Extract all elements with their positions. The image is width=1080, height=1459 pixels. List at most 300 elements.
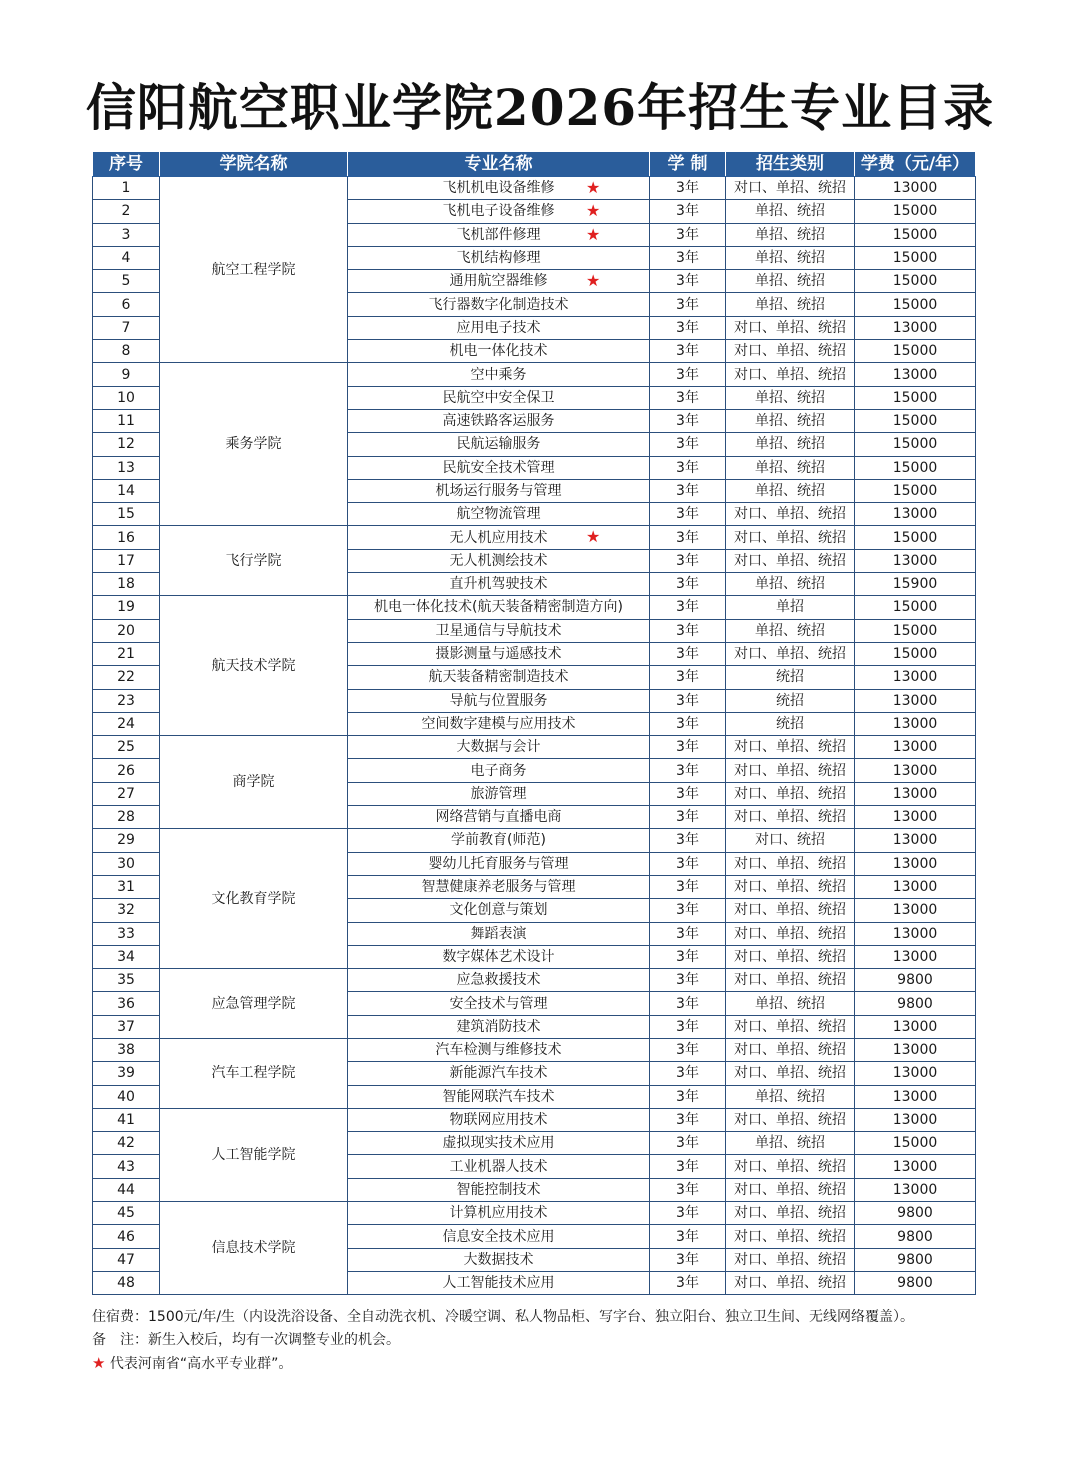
enrollment-type: 单招、统招 xyxy=(726,992,855,1015)
major-name: 飞机电子设备维修 xyxy=(442,203,555,220)
star-legend-text: 代表河南省“高水平专业群”。 xyxy=(105,1356,293,1372)
major-name-cell xyxy=(348,1225,650,1248)
tuition-fee: 13000 xyxy=(855,899,976,922)
study-years: 3年 xyxy=(650,666,726,689)
tuition-fee: 15000 xyxy=(855,596,976,619)
row-seq: 41 xyxy=(93,1108,160,1131)
row-seq: 26 xyxy=(93,759,160,782)
major-name: 无人机测绘技术 xyxy=(449,552,548,569)
tuition-fee: 13000 xyxy=(855,503,976,526)
major-name: 直升机驾驶技术 xyxy=(449,576,548,593)
row-seq: 6 xyxy=(93,293,160,316)
major-name-cell xyxy=(348,1062,650,1085)
tuition-fee: 13000 xyxy=(855,806,976,829)
major-name-cell xyxy=(348,340,650,363)
major-name-cell xyxy=(348,852,650,875)
enrollment-type: 对口、单招、统招 xyxy=(726,736,855,759)
study-years: 3年 xyxy=(650,1038,726,1061)
tuition-fee: 15000 xyxy=(855,409,976,432)
row-seq: 12 xyxy=(93,433,160,456)
enrollment-type: 对口、单招、统招 xyxy=(726,1178,855,1201)
tuition-fee: 13000 xyxy=(855,852,976,875)
accommodation-note: 住宿费：1500元/年/生（内设洗浴设备、全自动洗衣机、冷暖空调、私人物品柜、写字台、独立阳台、独立卫生间、无线网络覆盖）。 xyxy=(92,1309,915,1325)
enrollment-type: 对口、单招、统招 xyxy=(726,1271,855,1294)
enrollment-type: 对口、单招、统招 xyxy=(726,782,855,805)
tuition-fee: 13000 xyxy=(855,1178,976,1201)
study-years: 3年 xyxy=(650,246,726,269)
enrollment-type: 单招、统招 xyxy=(726,223,855,246)
study-years: 3年 xyxy=(650,922,726,945)
study-years: 3年 xyxy=(650,1132,726,1155)
tuition-fee: 13000 xyxy=(855,1015,976,1038)
row-seq: 4 xyxy=(93,246,160,269)
tuition-fee: 15000 xyxy=(855,1132,976,1155)
header-fee: 学费（元/年） xyxy=(855,152,976,177)
study-years: 3年 xyxy=(650,270,726,293)
row-seq: 38 xyxy=(93,1038,160,1061)
row-seq: 42 xyxy=(93,1132,160,1155)
row-seq: 16 xyxy=(93,526,160,549)
header-major: 专业名称 xyxy=(348,152,650,177)
row-seq: 39 xyxy=(93,1062,160,1085)
college-name: 航空工程学院 xyxy=(160,177,348,363)
major-name: 信息安全技术应用 xyxy=(442,1228,555,1245)
tuition-fee: 13000 xyxy=(855,1155,976,1178)
table-row xyxy=(93,736,976,759)
tuition-fee: 15000 xyxy=(855,223,976,246)
enrollment-type: 对口、单招、统招 xyxy=(726,1155,855,1178)
row-seq: 47 xyxy=(93,1248,160,1271)
major-name-cell xyxy=(348,200,650,223)
enrollment-type: 对口、单招、统招 xyxy=(726,1202,855,1225)
row-seq: 46 xyxy=(93,1225,160,1248)
table-row xyxy=(93,596,976,619)
major-name-cell xyxy=(348,246,650,269)
major-name-cell xyxy=(348,316,650,339)
major-name: 舞蹈表演 xyxy=(470,925,527,942)
major-name: 汽车检测与维修技术 xyxy=(435,1042,562,1059)
major-name: 智能控制技术 xyxy=(456,1181,541,1198)
tuition-fee: 15000 xyxy=(855,642,976,665)
major-name-cell xyxy=(348,409,650,432)
enrollment-type: 对口、单招、统招 xyxy=(726,759,855,782)
major-name: 应急救援技术 xyxy=(456,972,541,989)
major-name-cell xyxy=(348,479,650,502)
enrollment-type: 对口、单招、统招 xyxy=(726,177,855,200)
row-seq: 8 xyxy=(93,340,160,363)
enrollment-type: 对口、单招、统招 xyxy=(726,642,855,665)
tuition-fee: 13000 xyxy=(855,1038,976,1061)
major-name: 空中乘务 xyxy=(470,366,527,383)
tuition-fee: 13000 xyxy=(855,666,976,689)
major-name-cell xyxy=(348,759,650,782)
study-years: 3年 xyxy=(650,1271,726,1294)
enrollment-type: 单招、统招 xyxy=(726,1132,855,1155)
major-name-cell xyxy=(348,177,650,200)
row-seq: 22 xyxy=(93,666,160,689)
major-name: 飞行器数字化制造技术 xyxy=(428,296,569,313)
major-name-cell xyxy=(348,1132,650,1155)
tuition-fee: 15000 xyxy=(855,433,976,456)
table-row xyxy=(93,1202,976,1225)
major-name: 新能源汽车技术 xyxy=(449,1065,548,1082)
enrollment-type: 统招 xyxy=(726,689,855,712)
star-icon: ★ xyxy=(586,527,601,547)
tuition-fee: 13000 xyxy=(855,736,976,759)
row-seq: 17 xyxy=(93,549,160,572)
major-name-cell xyxy=(348,270,650,293)
study-years: 3年 xyxy=(650,1155,726,1178)
row-seq: 24 xyxy=(93,712,160,735)
header-years: 学 制 xyxy=(650,152,726,177)
enrollment-type: 单招、统招 xyxy=(726,573,855,596)
tuition-fee: 13000 xyxy=(855,759,976,782)
study-years: 3年 xyxy=(650,316,726,339)
enrollment-type: 对口、单招、统招 xyxy=(726,549,855,572)
row-seq: 27 xyxy=(93,782,160,805)
enrollment-type: 对口、单招、统招 xyxy=(726,875,855,898)
row-seq: 9 xyxy=(93,363,160,386)
study-years: 3年 xyxy=(650,875,726,898)
major-name-cell xyxy=(348,736,650,759)
tuition-fee: 13000 xyxy=(855,875,976,898)
major-name: 民航运输服务 xyxy=(456,436,541,453)
row-seq: 34 xyxy=(93,945,160,968)
tuition-fee: 13000 xyxy=(855,782,976,805)
study-years: 3年 xyxy=(650,340,726,363)
star-icon: ★ xyxy=(586,178,601,197)
row-seq: 31 xyxy=(93,875,160,898)
tuition-fee: 13000 xyxy=(855,1062,976,1085)
major-name-cell xyxy=(348,456,650,479)
major-name-cell xyxy=(348,573,650,596)
study-years: 3年 xyxy=(650,1015,726,1038)
study-years: 3年 xyxy=(650,479,726,502)
major-name: 电子商务 xyxy=(470,762,527,779)
enrollment-type: 单招、统招 xyxy=(726,433,855,456)
tuition-fee: 13000 xyxy=(855,712,976,735)
row-seq: 32 xyxy=(93,899,160,922)
row-seq: 36 xyxy=(93,992,160,1015)
tuition-fee: 9800 xyxy=(855,1225,976,1248)
major-name-cell xyxy=(348,1202,650,1225)
study-years: 3年 xyxy=(650,782,726,805)
major-name-cell xyxy=(348,433,650,456)
major-name: 通用航空器维修 xyxy=(449,273,548,290)
enrollment-type: 统招 xyxy=(726,712,855,735)
major-name: 机电一体化技术 xyxy=(449,343,548,360)
table-row xyxy=(93,829,976,852)
study-years: 3年 xyxy=(650,596,726,619)
study-years: 3年 xyxy=(650,1062,726,1085)
row-seq: 37 xyxy=(93,1015,160,1038)
enrollment-type: 对口、统招 xyxy=(726,829,855,852)
major-name-cell xyxy=(348,1038,650,1061)
row-seq: 19 xyxy=(93,596,160,619)
enrollment-type: 单招、统招 xyxy=(726,200,855,223)
enrollment-type: 单招、统招 xyxy=(726,456,855,479)
study-years: 3年 xyxy=(650,223,726,246)
star-icon: ★ xyxy=(92,1354,106,1372)
tuition-fee: 13000 xyxy=(855,549,976,572)
study-years: 3年 xyxy=(650,573,726,596)
row-seq: 28 xyxy=(93,806,160,829)
study-years: 3年 xyxy=(650,1178,726,1201)
major-name: 学前教育(师范) xyxy=(451,832,546,849)
page-title: 信阳航空职业学院2026年招生专业目录 xyxy=(85,78,995,137)
study-years: 3年 xyxy=(650,736,726,759)
row-seq: 1 xyxy=(93,177,160,200)
enrollment-type: 单招、统招 xyxy=(726,386,855,409)
major-name-cell xyxy=(348,1178,650,1201)
star-icon: ★ xyxy=(586,201,601,221)
tuition-fee: 15000 xyxy=(855,340,976,363)
header-type: 招生类别 xyxy=(726,152,855,177)
major-name: 文化创意与策划 xyxy=(449,902,548,919)
enrollment-type: 对口、单招、统招 xyxy=(726,340,855,363)
row-seq: 10 xyxy=(93,386,160,409)
study-years: 3年 xyxy=(650,806,726,829)
row-seq: 48 xyxy=(93,1271,160,1294)
major-name: 计算机应用技术 xyxy=(449,1205,548,1222)
row-seq: 14 xyxy=(93,479,160,502)
major-name: 飞机结构修理 xyxy=(456,250,541,267)
enrollment-type: 统招 xyxy=(726,666,855,689)
major-name: 高速铁路客运服务 xyxy=(442,413,555,430)
enrollment-type: 对口、单招、统招 xyxy=(726,922,855,945)
row-seq: 7 xyxy=(93,316,160,339)
tuition-fee: 15000 xyxy=(855,619,976,642)
enrollment-type: 对口、单招、统招 xyxy=(726,806,855,829)
major-name-cell xyxy=(348,503,650,526)
enrollment-type: 对口、单招、统招 xyxy=(726,969,855,992)
table-row xyxy=(93,1108,976,1131)
enrollment-type: 单招、统招 xyxy=(726,246,855,269)
enrollment-type: 对口、单招、统招 xyxy=(726,526,855,549)
row-seq: 21 xyxy=(93,642,160,665)
star-icon: ★ xyxy=(586,224,601,244)
major-name: 无人机应用技术 xyxy=(449,529,548,546)
tuition-fee: 9800 xyxy=(855,1271,976,1294)
enrollment-type: 对口、单招、统招 xyxy=(726,899,855,922)
major-name-cell xyxy=(348,642,650,665)
row-seq: 43 xyxy=(93,1155,160,1178)
tuition-fee: 15000 xyxy=(855,386,976,409)
study-years: 3年 xyxy=(650,992,726,1015)
enrollment-type: 对口、单招、统招 xyxy=(726,945,855,968)
study-years: 3年 xyxy=(650,1202,726,1225)
major-name: 数字媒体艺术设计 xyxy=(442,948,555,965)
major-name-cell xyxy=(348,1155,650,1178)
study-years: 3年 xyxy=(650,689,726,712)
row-seq: 13 xyxy=(93,456,160,479)
study-years: 3年 xyxy=(650,549,726,572)
row-seq: 45 xyxy=(93,1202,160,1225)
study-years: 3年 xyxy=(650,642,726,665)
table-row xyxy=(93,177,976,200)
college-name: 汽车工程学院 xyxy=(160,1038,348,1108)
major-name-cell xyxy=(348,969,650,992)
major-name-cell xyxy=(348,992,650,1015)
tuition-fee: 15000 xyxy=(855,526,976,549)
major-name-cell xyxy=(348,526,650,549)
study-years: 3年 xyxy=(650,899,726,922)
major-name-cell xyxy=(348,1015,650,1038)
tuition-fee: 13000 xyxy=(855,177,976,200)
major-name: 航天装备精密制造技术 xyxy=(428,669,569,686)
study-years: 3年 xyxy=(650,433,726,456)
row-seq: 2 xyxy=(93,200,160,223)
row-seq: 40 xyxy=(93,1085,160,1108)
major-name: 人工智能技术应用 xyxy=(442,1275,555,1292)
college-name: 商学院 xyxy=(160,736,348,829)
enrollment-type: 对口、单招、统招 xyxy=(726,1062,855,1085)
study-years: 3年 xyxy=(650,829,726,852)
enrollment-type: 单招、统招 xyxy=(726,293,855,316)
tuition-fee: 9800 xyxy=(855,1248,976,1271)
table-row xyxy=(93,1038,976,1061)
tuition-fee: 13000 xyxy=(855,1085,976,1108)
tuition-fee: 15000 xyxy=(855,479,976,502)
major-name-cell xyxy=(348,363,650,386)
tuition-fee: 15900 xyxy=(855,573,976,596)
row-seq: 25 xyxy=(93,736,160,759)
enrollment-type: 单招 xyxy=(726,596,855,619)
tuition-fee: 9800 xyxy=(855,992,976,1015)
row-seq: 11 xyxy=(93,409,160,432)
major-name: 机场运行服务与管理 xyxy=(435,483,562,499)
enrollment-type: 单招、统招 xyxy=(726,1085,855,1108)
major-name: 飞机机电设备维修 xyxy=(442,180,555,197)
study-years: 3年 xyxy=(650,409,726,432)
major-name: 婴幼儿托育服务与管理 xyxy=(428,855,569,872)
study-years: 3年 xyxy=(650,712,726,735)
study-years: 3年 xyxy=(650,1108,726,1131)
college-name: 乘务学院 xyxy=(160,363,348,526)
enrollment-type: 对口、单招、统招 xyxy=(726,1108,855,1131)
study-years: 3年 xyxy=(650,200,726,223)
major-name: 飞机部件修理 xyxy=(456,226,541,243)
enrollment-type: 单招、统招 xyxy=(726,479,855,502)
study-years: 3年 xyxy=(650,177,726,200)
tuition-fee: 15000 xyxy=(855,456,976,479)
header-college: 学院名称 xyxy=(160,152,348,177)
enrollment-type: 对口、单招、统招 xyxy=(726,1225,855,1248)
study-years: 3年 xyxy=(650,293,726,316)
enrollment-type: 单招、统招 xyxy=(726,270,855,293)
college-name: 飞行学院 xyxy=(160,526,348,596)
major-name: 网络营销与直播电商 xyxy=(435,809,562,826)
major-name-cell xyxy=(348,875,650,898)
study-years: 3年 xyxy=(650,1085,726,1108)
major-name: 工业机器人技术 xyxy=(449,1158,548,1175)
enrollment-type: 对口、单招、统招 xyxy=(726,1248,855,1271)
study-years: 3年 xyxy=(650,945,726,968)
major-name: 大数据技术 xyxy=(463,1251,534,1268)
row-seq: 30 xyxy=(93,852,160,875)
row-seq: 3 xyxy=(93,223,160,246)
row-seq: 44 xyxy=(93,1178,160,1201)
row-seq: 15 xyxy=(93,503,160,526)
major-name: 智慧健康养老服务与管理 xyxy=(421,879,576,896)
major-name-cell xyxy=(348,712,650,735)
major-name: 建筑消防技术 xyxy=(456,1018,541,1035)
college-name: 航天技术学院 xyxy=(160,596,348,736)
table-body xyxy=(93,177,976,1295)
major-name-cell xyxy=(348,945,650,968)
tuition-fee: 13000 xyxy=(855,316,976,339)
major-name-cell xyxy=(348,293,650,316)
major-name-cell xyxy=(348,689,650,712)
major-name-cell xyxy=(348,829,650,852)
header-seq: 序号 xyxy=(93,152,160,177)
major-name-cell xyxy=(348,666,650,689)
major-name-cell xyxy=(348,596,650,619)
major-name-cell xyxy=(348,922,650,945)
major-name: 摄影测量与遥感技术 xyxy=(435,646,562,663)
star-legend-note xyxy=(92,1352,1052,1376)
study-years: 3年 xyxy=(650,619,726,642)
major-name-cell xyxy=(348,1085,650,1108)
footnotes xyxy=(92,1306,1052,1376)
major-name-cell xyxy=(348,1248,650,1271)
study-years: 3年 xyxy=(650,759,726,782)
tuition-fee: 9800 xyxy=(855,1202,976,1225)
major-name: 空间数字建模与应用技术 xyxy=(421,715,576,732)
college-name: 应急管理学院 xyxy=(160,969,348,1039)
table-row xyxy=(93,969,976,992)
major-catalog-table xyxy=(92,151,976,1295)
star-icon: ★ xyxy=(586,271,601,291)
major-name: 航空物流管理 xyxy=(456,506,541,523)
row-seq: 23 xyxy=(93,689,160,712)
study-years: 3年 xyxy=(650,1248,726,1271)
major-name-cell xyxy=(348,899,650,922)
study-years: 3年 xyxy=(650,852,726,875)
tuition-fee: 9800 xyxy=(855,969,976,992)
row-seq: 5 xyxy=(93,270,160,293)
study-years: 3年 xyxy=(650,526,726,549)
enrollment-type: 对口、单招、统招 xyxy=(726,1038,855,1061)
row-seq: 18 xyxy=(93,573,160,596)
college-name: 人工智能学院 xyxy=(160,1108,348,1201)
major-name: 民航空中安全保卫 xyxy=(442,389,555,406)
table-header-row xyxy=(93,152,976,177)
major-name: 导航与位置服务 xyxy=(449,692,548,709)
tuition-fee: 13000 xyxy=(855,689,976,712)
tuition-fee: 15000 xyxy=(855,293,976,316)
enrollment-type: 单招、统招 xyxy=(726,409,855,432)
enrollment-type: 对口、单招、统招 xyxy=(726,503,855,526)
tuition-fee: 15000 xyxy=(855,270,976,293)
study-years: 3年 xyxy=(650,386,726,409)
major-name: 物联网应用技术 xyxy=(449,1112,548,1129)
enrollment-type: 对口、单招、统招 xyxy=(726,852,855,875)
tuition-fee: 15000 xyxy=(855,200,976,223)
tuition-fee: 13000 xyxy=(855,829,976,852)
major-name: 大数据与会计 xyxy=(456,739,541,756)
study-years: 3年 xyxy=(650,456,726,479)
major-name: 旅游管理 xyxy=(470,785,527,802)
enrollment-type: 单招、统招 xyxy=(726,619,855,642)
enrollment-type: 对口、单招、统招 xyxy=(726,363,855,386)
major-name: 虚拟现实技术应用 xyxy=(442,1135,555,1152)
major-name-cell xyxy=(348,549,650,572)
tuition-fee: 13000 xyxy=(855,1108,976,1131)
study-years: 3年 xyxy=(650,1225,726,1248)
table-row xyxy=(93,363,976,386)
row-seq: 35 xyxy=(93,969,160,992)
